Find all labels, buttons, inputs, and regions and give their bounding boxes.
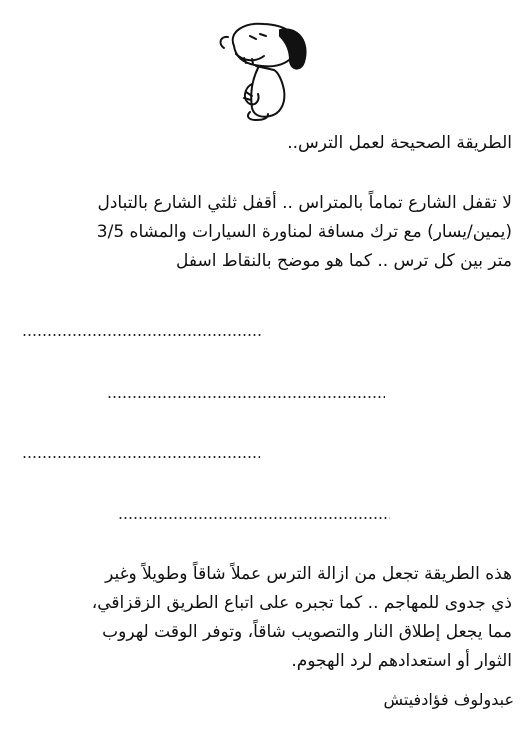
explanation-paragraph (92, 560, 512, 676)
document-title: الطريقة الصحيحة لعمل الترس.. (287, 133, 512, 153)
cartoon-dog-illustration (206, 8, 326, 123)
text-line: ذي جدوى للمهاجم .. كما تجبره على اتباع الطريق الزقزاقي، (91, 593, 512, 613)
text-line: متر بين كل ترس .. كما هو موضح بالنقاط اسفل (176, 251, 512, 271)
instructions-paragraph (97, 189, 512, 276)
text-line: الثوار أو استعدادهم لرد الهجوم. (291, 651, 512, 671)
text-line: هذه الطريقة تجعل من ازالة الترس عملاً شاقاً وطويلاً وغير (105, 564, 512, 584)
dotted-barrier-row (118, 517, 390, 520)
dotted-barrier-row (107, 396, 385, 399)
text-line: لا تقفل الشارع تماماً بالمتراس .. أقفل ثلثي الشارع بالتبادل (97, 193, 512, 213)
dotted-barrier-row (22, 334, 262, 337)
dotted-barrier-row (22, 456, 260, 459)
author-signature: عبدولوف فؤادفيتش (383, 690, 514, 709)
text-line: (يمين/يسار) مع ترك مسافة لمناورة السيارات والمشاه 3/5 (96, 222, 512, 242)
text-line: مما يجعل إطلاق النار والتصويب شاقاً، وتوفر الوقت لهروب (102, 622, 512, 642)
